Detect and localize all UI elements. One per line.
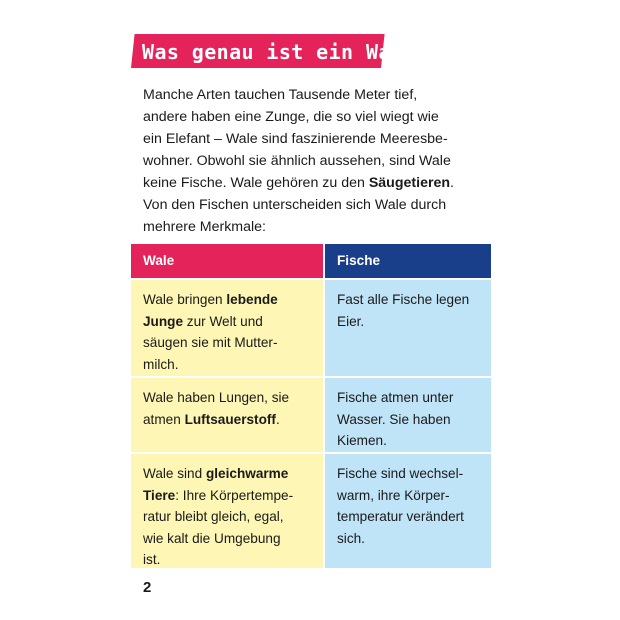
text-run: säugen sie mit Mutter- [143, 335, 278, 350]
bold-text: Säugetieren [368, 175, 451, 191]
cell-fische [325, 280, 491, 376]
header-fische: Fische [325, 244, 491, 278]
cell-wale [131, 454, 323, 568]
text-run: zur Welt und [183, 313, 263, 329]
text-run: Eier. [337, 313, 365, 329]
cell-line [337, 409, 479, 431]
bold-text: Luftsauerstoff [184, 411, 276, 427]
intro-line [143, 106, 483, 128]
table-row [131, 378, 491, 452]
cell-line [143, 485, 311, 507]
bold-text: lebende [226, 292, 278, 307]
cell-line [143, 463, 311, 485]
intro-line [143, 216, 483, 238]
header-wale: Wale [131, 244, 323, 278]
cell-line [337, 485, 479, 507]
text-run: wohner. Obwohl sie ähnlich aussehen, sind Wale [143, 153, 451, 169]
text-run: Fast alle Fische legen [337, 292, 470, 307]
cell-line [143, 387, 311, 409]
text-run: keine Fische. Wale gehören zu den [143, 175, 369, 191]
text-run: Von den Fischen unterscheiden sich Wale durch [143, 197, 447, 213]
text-run: mehrere Merkmale: [143, 219, 266, 235]
cell-fische [325, 454, 491, 568]
cell-line [143, 289, 311, 311]
cell-line [337, 387, 479, 409]
text-run: warm, ihre Körper- [337, 487, 450, 503]
cell-line [337, 463, 479, 485]
cell-wale [131, 378, 323, 452]
text-run: Wale bringen [143, 292, 227, 307]
text-run: . [450, 175, 454, 191]
cell-line [337, 311, 479, 333]
bold-text: gleichwarme [205, 466, 289, 481]
intro-line [143, 150, 483, 172]
bold-text: Junge [143, 313, 184, 329]
cell-wale [131, 280, 323, 376]
text-run: Manche Arten tauchen Tausende Meter tief, [143, 87, 418, 103]
comparison-table [131, 244, 491, 568]
cell-line [337, 289, 479, 311]
text-run: ein Elefant – Wale sind faszinierende Meeresbe- [143, 131, 448, 147]
text-run: wie kalt die Umgebung [143, 530, 281, 546]
text-run: milch. [143, 356, 179, 372]
intro-paragraph [143, 84, 483, 238]
text-run: atmen [143, 411, 185, 427]
cell-line [143, 311, 311, 333]
text-run: : Ihre Körpertempe- [175, 487, 294, 503]
text-run: temperatur verändert [337, 509, 464, 524]
text-run: ratur bleibt gleich, egal, [143, 509, 284, 524]
text-run: Wale sind [143, 466, 206, 481]
bold-text: Tiere [143, 487, 176, 503]
cell-line [143, 354, 311, 376]
intro-line [143, 128, 483, 150]
cell-line [143, 528, 311, 550]
cell-line [337, 506, 479, 528]
cell-fische [325, 378, 491, 452]
text-run: sich. [337, 530, 365, 546]
table-row [131, 280, 491, 376]
cell-line [143, 409, 311, 431]
text-run: andere haben eine Zunge, die so viel wiegt wie [143, 109, 439, 125]
intro-line [143, 194, 483, 216]
text-run: . [275, 411, 280, 427]
table-row [131, 454, 491, 568]
table-header-row [131, 244, 491, 278]
cell-line [337, 430, 479, 452]
text-run: Wasser. Sie haben [337, 411, 451, 427]
cell-line [143, 549, 311, 571]
cell-line [143, 332, 311, 354]
page-number: 2 [143, 579, 152, 596]
text-run: Kiemen. [337, 433, 387, 448]
text-run: Wale haben Lungen, sie [143, 390, 290, 405]
text-run: ist. [143, 552, 161, 567]
intro-line [143, 84, 483, 106]
cell-line [143, 506, 311, 528]
text-run: Fische sind wechsel- [337, 466, 464, 481]
intro-line [143, 172, 483, 194]
cell-line [337, 528, 479, 550]
page-title: Was genau ist ein Wal? [142, 40, 416, 64]
text-run: Fische atmen unter [337, 390, 454, 405]
